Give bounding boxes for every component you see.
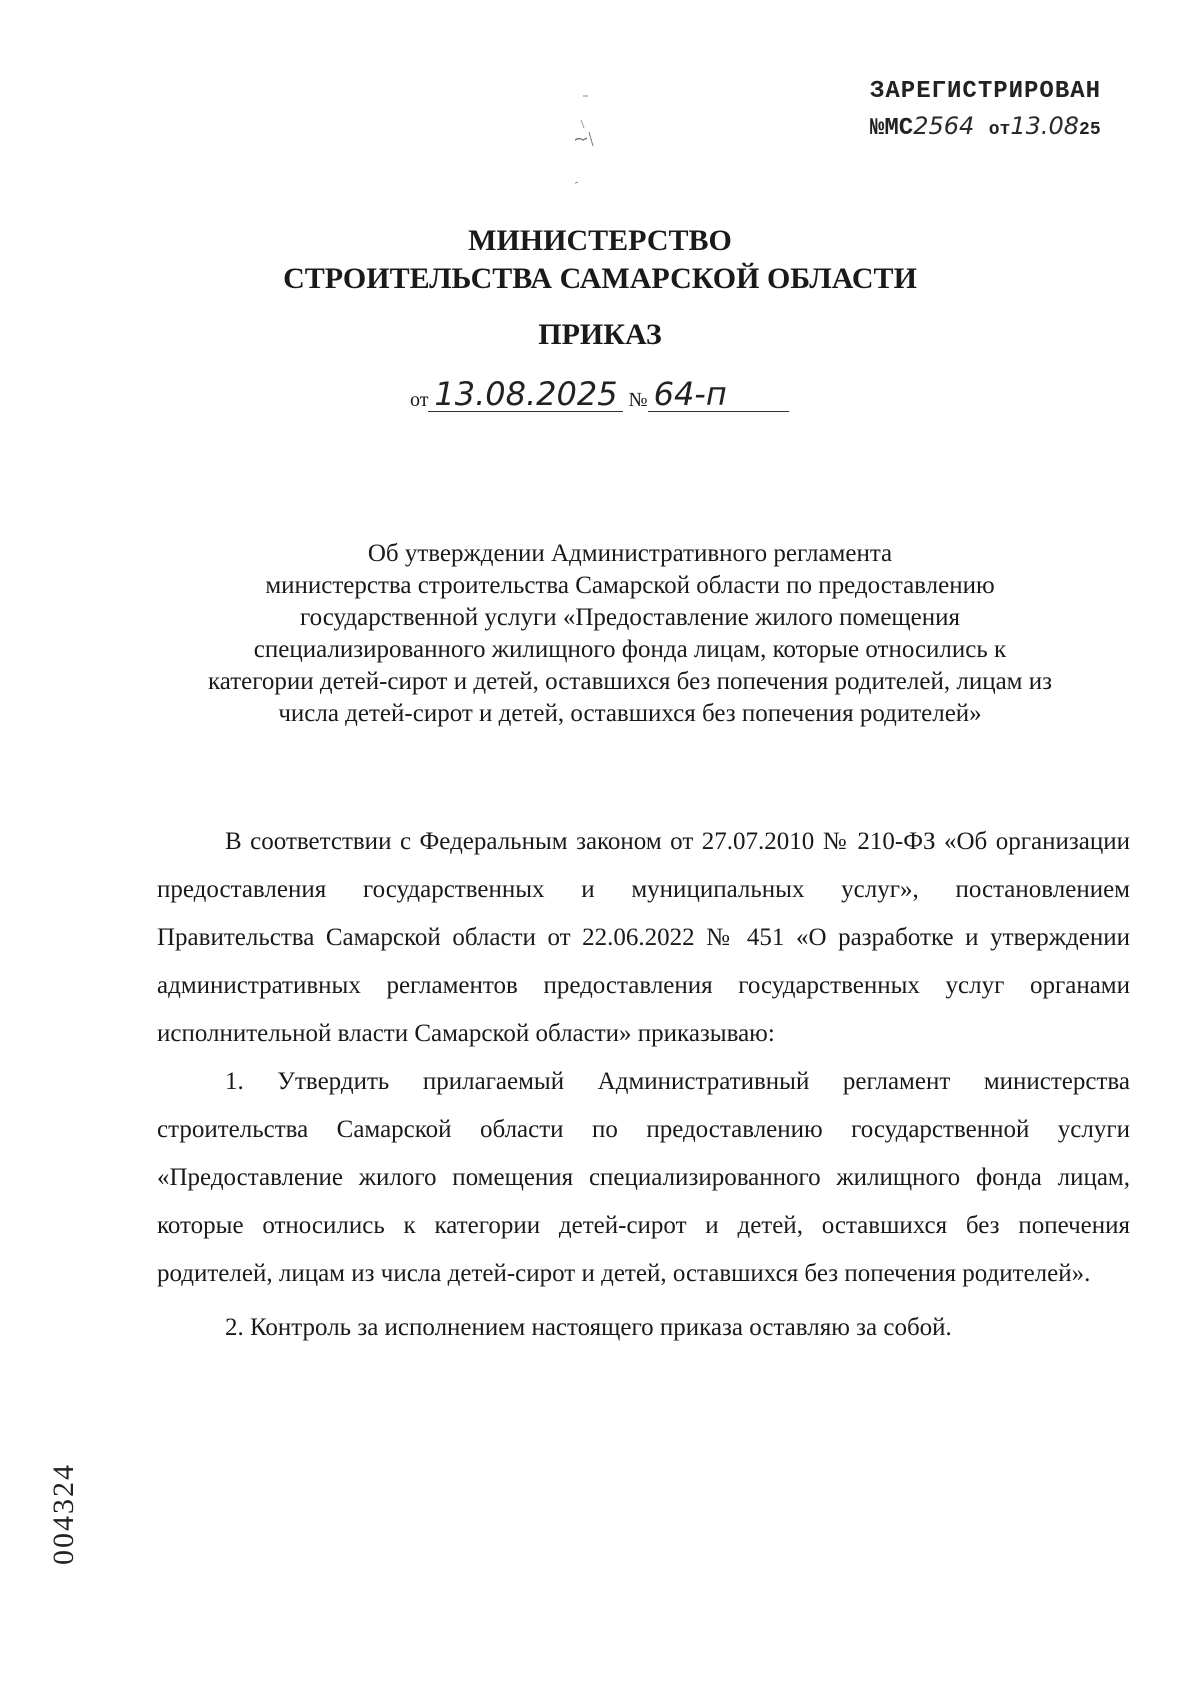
registration-number-prefix: №МС (870, 115, 914, 142)
order-item-1: 1. Утвердить прилагаемый Административный регламент министерства строительства Самарской области по предоставлению государственной услуги «Предоставление жилого помещения специализированного жилищного фонда лицам, которые относились к категории детей-сирот и детей, оставшихся без попечения родителей, лицам из числа детей-сирот и детей, оставшихся без попечения родителей». (157, 1068, 1130, 1287)
registration-number: 2564 (913, 112, 975, 140)
order-number-label: № (628, 389, 648, 411)
document-type: ПРИКАЗ (538, 318, 662, 351)
order-body (157, 818, 1130, 1352)
registration-stamp-title: ЗАРЕГИСТРИРОВАН (870, 78, 1102, 105)
subject-line: специализированного жилищного фонда лицам, которые относились к (253, 636, 1007, 663)
subject-line: министерства строительства Самарской области по предоставлению (265, 572, 995, 599)
order-date-label: от (410, 389, 429, 411)
order-date: 13.08.2025 (428, 377, 623, 412)
order-subject (110, 538, 1150, 730)
order-item-2: 2. Контроль за исполнением настоящего приказа оставляю за собой. (225, 1314, 952, 1341)
preamble-paragraph: В соответствии с Федеральным законом от 27.07.2010 № 210-ФЗ «Об организации предоставления государственных и муниципальных услуг», постановлением Правительства Самарской области от 22.06.2022 № 451 «О разработке и утверждении административных регламентов предоставления государственных услуг органами исполнительной власти Самарской области» приказываю: (157, 828, 1130, 1047)
subject-line: числа детей-сирот и детей, оставшихся без попечения родителей» (278, 700, 982, 727)
ministry-name-line1: МИНИСТЕРСТВО (468, 224, 732, 257)
ministry-name-line2: СТРОИТЕЛЬСТВА САМАРСКОЙ ОБЛАСТИ (283, 262, 917, 295)
registration-date-handwritten: 13.08 (1010, 112, 1080, 140)
archive-number: 004324 (47, 1463, 80, 1565)
ministry-name (0, 222, 1200, 298)
scan-specks (575, 92, 635, 202)
registration-date-prefix: от (988, 120, 1011, 140)
subject-line: Об утверждении Административного регламента (367, 540, 893, 567)
registration-date-year: 25 (1079, 120, 1101, 140)
order-number: 64-п (648, 377, 789, 412)
order-date-number-line (410, 377, 789, 412)
registration-stamp-line (870, 112, 1101, 142)
subject-line: категории детей-сирот и детей, оставшихся без попечения родителей, лицам из (207, 668, 1053, 695)
subject-line: государственной услуги «Предоставление жилого помещения (299, 604, 961, 631)
